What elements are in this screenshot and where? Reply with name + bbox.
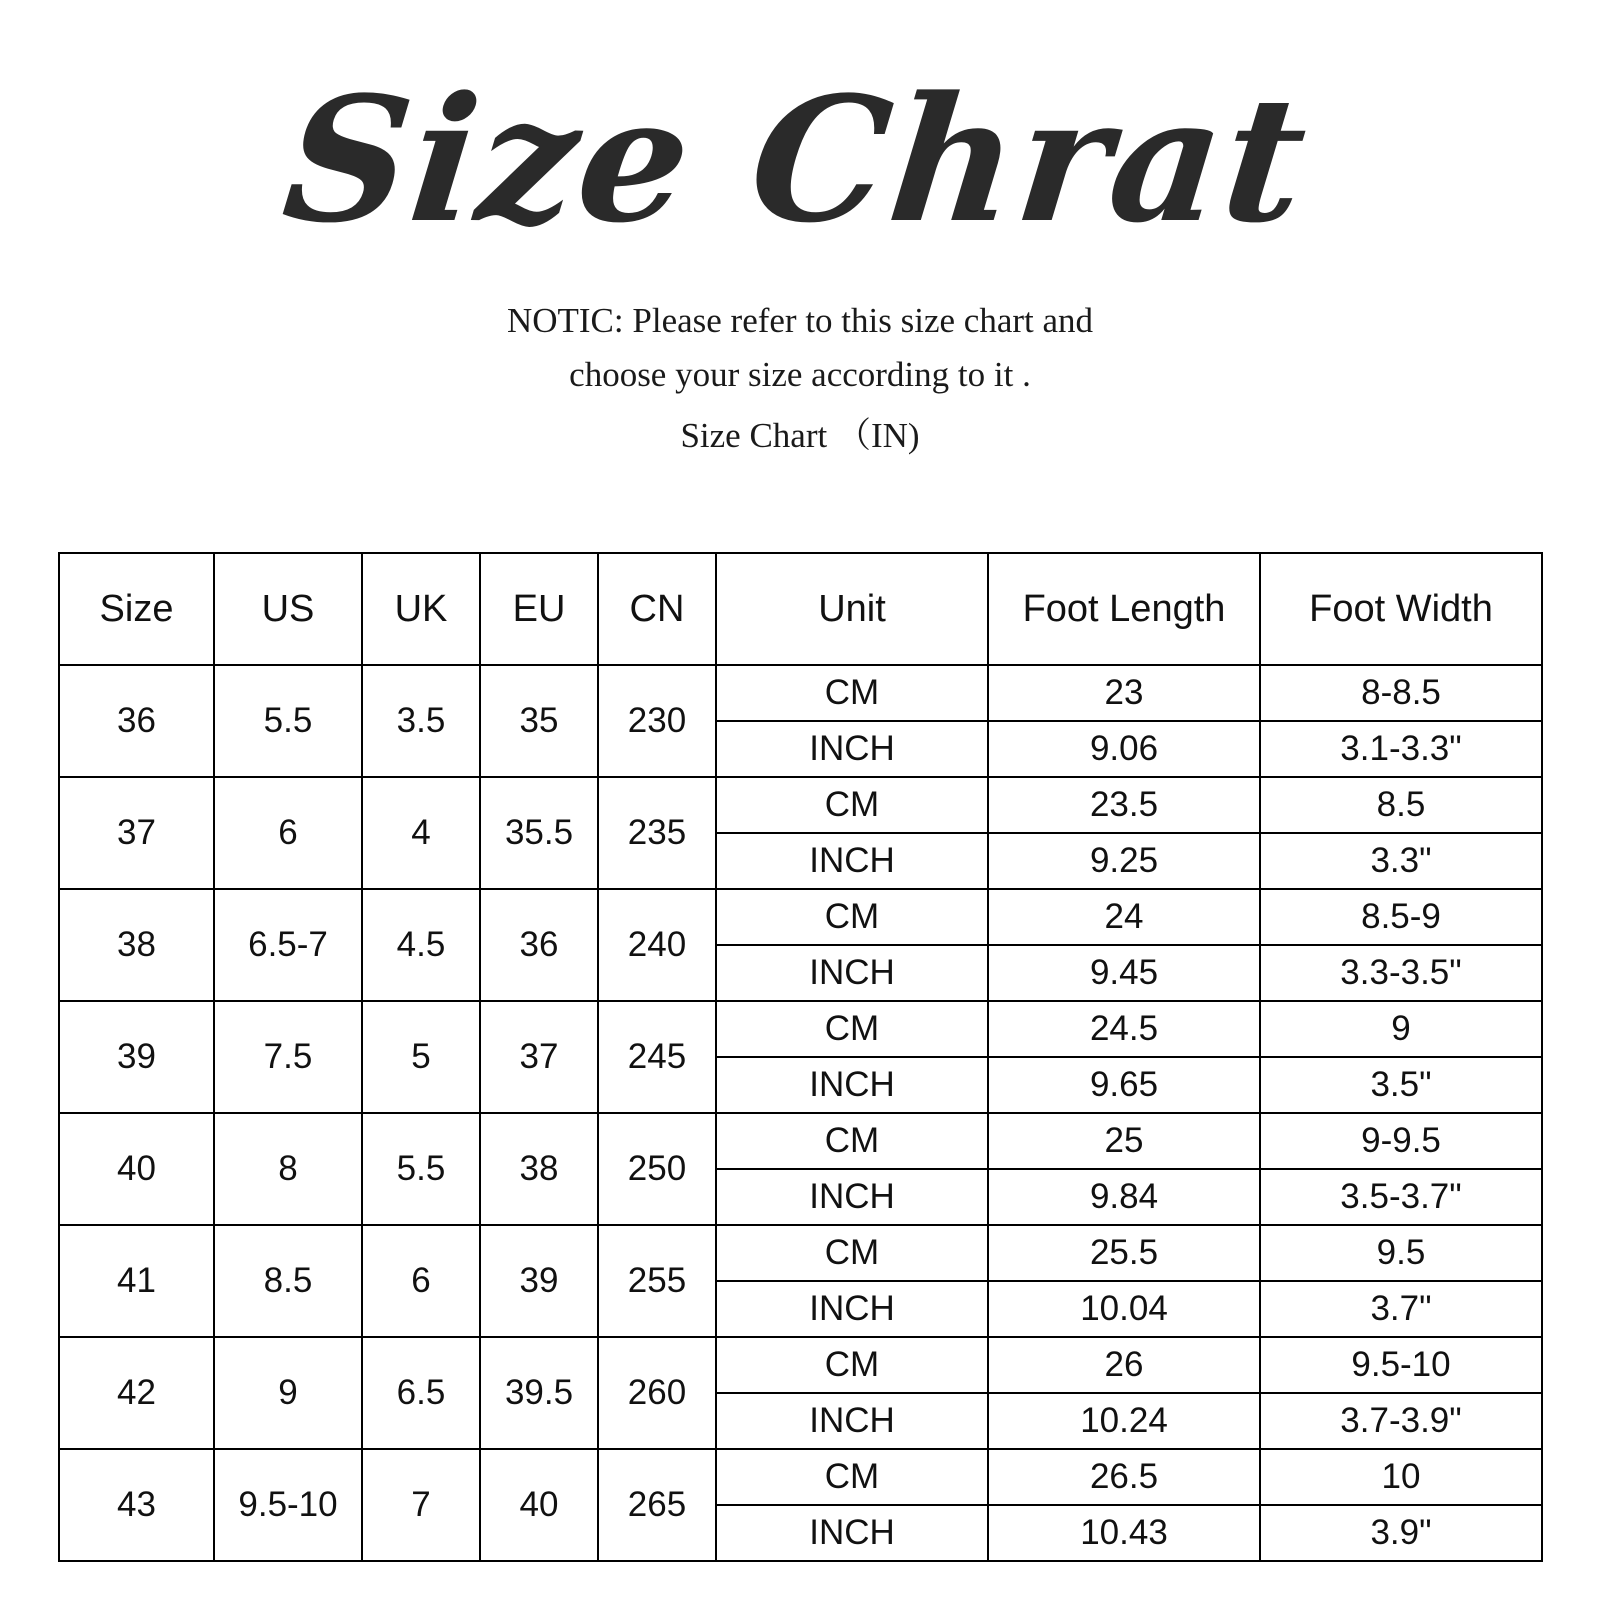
cell-foot-length: 26.5 [988,1449,1260,1505]
table-row [59,1225,1542,1281]
cell-eu: 40 [480,1449,598,1561]
cell-foot-length: 23.5 [988,777,1260,833]
cell-cn: 260 [598,1337,716,1449]
table-row [59,1001,1542,1057]
cell-uk: 6 [362,1225,480,1337]
cell-cn: 250 [598,1113,716,1225]
cell-unit: CM [716,1449,988,1505]
size-chart-table-wrapper [58,552,1541,1562]
column-header-eu: EU [480,553,598,665]
cell-foot-width: 8.5-9 [1260,889,1542,945]
cell-cn: 255 [598,1225,716,1337]
cell-us: 8 [214,1113,362,1225]
cell-foot-length: 24.5 [988,1001,1260,1057]
column-header-foot-width: Foot Width [1260,553,1542,665]
cell-foot-width: 9.5-10 [1260,1337,1542,1393]
table-row [59,1113,1542,1169]
table-body [59,665,1542,1561]
cell-foot-width: 3.7" [1260,1281,1542,1337]
cell-us: 7.5 [214,1001,362,1113]
table-row [59,1337,1542,1393]
cell-foot-length: 9.25 [988,833,1260,889]
cell-unit: CM [716,889,988,945]
cell-size: 36 [59,665,214,777]
cell-unit: CM [716,777,988,833]
cell-unit: INCH [716,1393,988,1449]
cell-foot-length: 10.43 [988,1505,1260,1561]
cell-uk: 4 [362,777,480,889]
cell-cn: 245 [598,1001,716,1113]
cell-foot-width: 9.5 [1260,1225,1542,1281]
cell-foot-length: 25.5 [988,1225,1260,1281]
cell-eu: 35.5 [480,777,598,889]
cell-size: 42 [59,1337,214,1449]
cell-foot-width: 3.9" [1260,1505,1542,1561]
cell-size: 39 [59,1001,214,1113]
cell-eu: 38 [480,1113,598,1225]
cell-foot-length: 24 [988,889,1260,945]
cell-eu: 35 [480,665,598,777]
table-header-row [59,553,1542,665]
cell-uk: 3.5 [362,665,480,777]
cell-unit: CM [716,1225,988,1281]
cell-us: 8.5 [214,1225,362,1337]
table-row [59,665,1542,721]
notice-block [0,294,1600,463]
cell-foot-length: 9.84 [988,1169,1260,1225]
cell-foot-length: 9.65 [988,1057,1260,1113]
cell-cn: 240 [598,889,716,1001]
column-header-us: US [214,553,362,665]
cell-size: 43 [59,1449,214,1561]
notice-line-1: NOTIC: Please refer to this size chart and [506,301,1094,340]
cell-foot-length: 9.45 [988,945,1260,1001]
cell-foot-width: 3.3-3.5" [1260,945,1542,1001]
column-header-size: Size [59,553,214,665]
column-header-uk: UK [362,553,480,665]
page-title: Size Chrat [275,58,1317,261]
cell-unit: CM [716,1337,988,1393]
cell-size: 38 [59,889,214,1001]
cell-foot-length: 9.06 [988,721,1260,777]
cell-eu: 36 [480,889,598,1001]
cell-foot-width: 8-8.5 [1260,665,1542,721]
cell-foot-width: 3.5-3.7" [1260,1169,1542,1225]
notice-line-3: Size Chart （IN) [680,415,920,455]
table-row [59,777,1542,833]
cell-unit: CM [716,665,988,721]
column-header-foot-length: Foot Length [988,553,1260,665]
cell-unit: INCH [716,1281,988,1337]
table-row [59,1449,1542,1505]
cell-foot-width: 3.7-3.9" [1260,1393,1542,1449]
cell-foot-width: 9 [1260,1001,1542,1057]
cell-uk: 5 [362,1001,480,1113]
cell-foot-length: 23 [988,665,1260,721]
table-row [59,889,1542,945]
cell-foot-length: 10.04 [988,1281,1260,1337]
cell-cn: 265 [598,1449,716,1561]
cell-cn: 235 [598,777,716,889]
cell-us: 6 [214,777,362,889]
cell-foot-width: 8.5 [1260,777,1542,833]
cell-unit: INCH [716,721,988,777]
cell-unit: CM [716,1001,988,1057]
cell-cn: 230 [598,665,716,777]
cell-uk: 6.5 [362,1337,480,1449]
cell-uk: 5.5 [362,1113,480,1225]
column-header-cn: CN [598,553,716,665]
cell-eu: 39.5 [480,1337,598,1449]
cell-size: 40 [59,1113,214,1225]
cell-foot-width: 3.3" [1260,833,1542,889]
cell-foot-width: 10 [1260,1449,1542,1505]
cell-uk: 4.5 [362,889,480,1001]
notice-line-2: choose your size according to it . [569,355,1031,395]
cell-foot-length: 26 [988,1337,1260,1393]
cell-foot-width: 3.5" [1260,1057,1542,1113]
cell-unit: INCH [716,945,988,1001]
cell-unit: INCH [716,1057,988,1113]
column-header-unit: Unit [716,553,988,665]
size-chart-table [58,552,1543,1562]
cell-eu: 37 [480,1001,598,1113]
cell-foot-width: 9-9.5 [1260,1113,1542,1169]
cell-foot-width: 3.1-3.3" [1260,721,1542,777]
cell-eu: 39 [480,1225,598,1337]
cell-foot-length: 25 [988,1113,1260,1169]
cell-us: 9.5-10 [214,1449,362,1561]
cell-us: 6.5-7 [214,889,362,1001]
cell-foot-length: 10.24 [988,1393,1260,1449]
cell-unit: INCH [716,833,988,889]
cell-size: 41 [59,1225,214,1337]
table-header [59,553,1542,665]
cell-unit: INCH [716,1505,988,1561]
cell-us: 9 [214,1337,362,1449]
cell-us: 5.5 [214,665,362,777]
cell-size: 37 [59,777,214,889]
cell-unit: CM [716,1113,988,1169]
cell-uk: 7 [362,1449,480,1561]
cell-unit: INCH [716,1169,988,1225]
